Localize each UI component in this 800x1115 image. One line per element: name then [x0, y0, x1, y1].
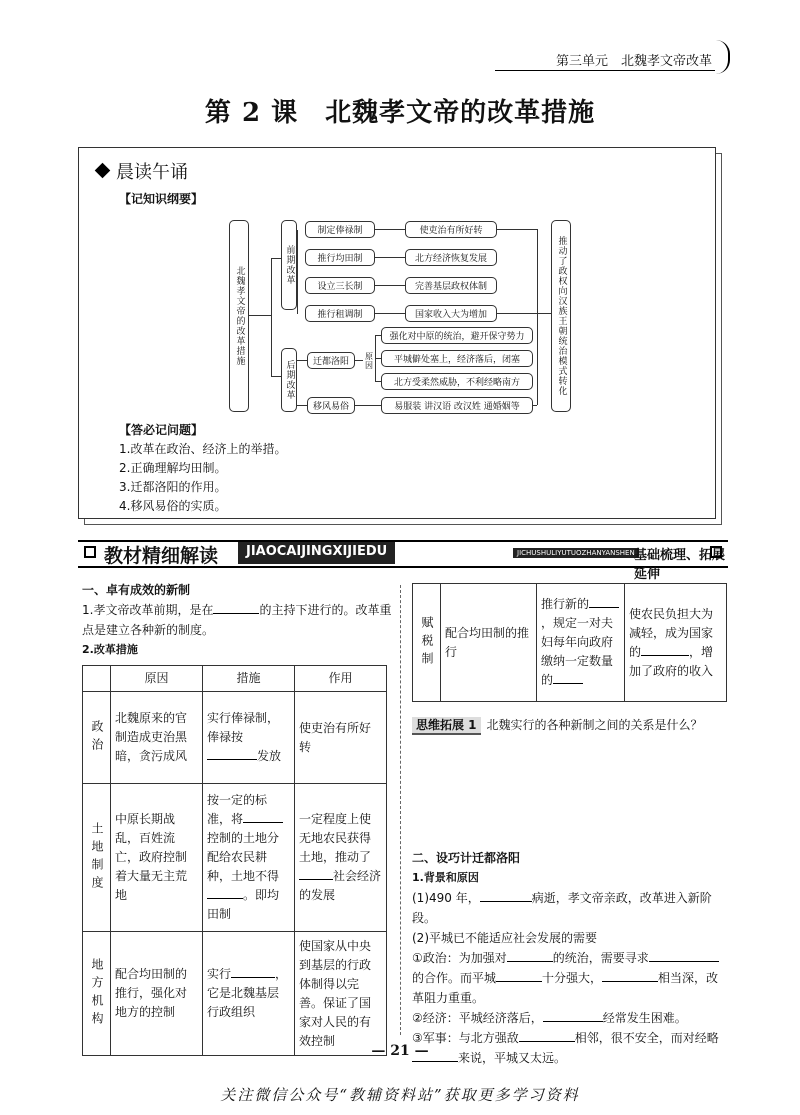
question-list	[119, 440, 286, 516]
table-cell: 一定程度上使无地农民获得土地，推动了社会经济的发展	[295, 784, 387, 932]
paragraph: ③军事：与北方强敌 相邻，很不安全，而对经略来说，平城又太远。	[412, 1031, 719, 1065]
banner-pinyin: JIAOCAIJINGXIJIEDU	[238, 542, 395, 564]
table-cell: 配合均田制的推行	[441, 584, 537, 702]
section-banner	[78, 540, 728, 582]
row-head: 赋税制	[413, 584, 441, 702]
mm-early-result: 完善基层政权体制	[405, 277, 497, 294]
right-column	[412, 848, 730, 1068]
question-item: 2.正确理解均田制。	[119, 461, 227, 475]
table-cell: 推行新的，规定一对夫妇每年向政府缴纳一定数量的	[537, 584, 625, 702]
thinking-question: 北魏实行的各种新制之间的关系是什么？	[486, 718, 703, 732]
header-rule	[495, 70, 715, 71]
footer-note: 关注微信公众号“教辅资料站”获取更多学习资料	[220, 1086, 580, 1104]
table-cell: 使吏治有所好转	[295, 692, 387, 784]
banner-subtitle: 基础梳理、拓展延伸	[634, 548, 726, 582]
knowledge-label: 【记知识纲要】	[119, 192, 204, 206]
mm-reason-label: 原因	[363, 348, 375, 374]
column-header: 措施	[203, 666, 295, 692]
question-item: 4.移风易俗的实质。	[119, 499, 227, 513]
mm-reason: 强化对中原的统治，避开保守势力	[381, 327, 533, 344]
mm-root: 北魏孝文帝的改革措施	[229, 220, 249, 412]
paragraph: ②经济：平城经济落后， 经常发生困难。	[412, 1011, 687, 1025]
table-cell: 实行俸禄制，俸禄按发放	[203, 692, 295, 784]
mm-early-item: 设立三长制	[305, 277, 375, 294]
mm-early-item: 推行租调制	[305, 305, 375, 322]
mm-early-result: 国家收入大为增加	[405, 305, 497, 322]
page-number: — 21 —	[371, 1043, 429, 1059]
thinking-tag: 思维拓展 1	[412, 717, 481, 735]
table-row	[83, 692, 387, 784]
column-divider	[400, 585, 401, 1035]
table-cell: 北魏原来的官制造成吏治黑暗，贪污成风	[111, 692, 203, 784]
mm-early-result: 使吏治有所好转	[405, 221, 497, 238]
mm-early-item: 推行均田制	[305, 249, 375, 266]
mm-outcome: 推动了政权向汉族王朝统治模式转化	[551, 220, 571, 412]
square-icon	[710, 546, 722, 558]
table-cell: 实行 ，它是北魏基层行政组织	[203, 932, 295, 1056]
question-item: 1.改革在政治、经济上的举措。	[119, 442, 287, 456]
row-head: 地方机构	[83, 932, 111, 1056]
sub-heading: 1.背景和原因	[412, 871, 479, 884]
paragraph: (2)平城已不能适应社会发展的需要	[412, 931, 597, 945]
table-cell: 使农民负担大为减轻，成为国家的 ，增加了政府的收入	[625, 584, 727, 702]
reform-table	[82, 665, 387, 1056]
column-header: 原因	[111, 666, 203, 692]
morning-reading-box	[78, 147, 716, 519]
sub-heading: 2.改革措施	[82, 643, 138, 656]
mm-custom: 移风易俗	[307, 397, 355, 414]
square-icon	[84, 546, 96, 558]
header-ornament	[716, 40, 730, 74]
table-row	[83, 784, 387, 932]
mm-move: 迁都洛阳	[307, 352, 355, 369]
mm-late: 后期改革	[281, 348, 297, 412]
section-heading: 一、卓有成效的新制	[82, 583, 191, 597]
banner-pinyin-small: JICHUSHULIYUTUOZHANYANSHEN	[513, 548, 639, 558]
table-row	[413, 584, 727, 702]
row-head: 政治	[83, 692, 111, 784]
mm-reason: 北方受柔然威胁，不利经略南方	[381, 373, 533, 390]
table-cell: 配合均田制的推行，强化对地方的控制	[111, 932, 203, 1056]
table-header-row	[83, 666, 387, 692]
column-header: 作用	[295, 666, 387, 692]
row-head: 土地制度	[83, 784, 111, 932]
thinking-extension	[412, 716, 703, 733]
mm-custom-items: 易服装 讲汉语 改汉姓 通婚姻等	[381, 397, 533, 414]
mm-early: 前期改革	[281, 220, 297, 310]
unit-header: 第三单元 北魏孝文帝改革	[555, 54, 712, 69]
table-cell: 使国家从中央到基层的行政体制得以完善。保证了国家对人民的有效控制	[295, 932, 387, 1056]
paragraph: ①政治：为加强对 的统治，需要寻求的合作。而平城 十分强大， 相当深，改革阻力重重。	[412, 951, 719, 1005]
lesson-title: 第 2 课 北魏孝文帝的改革措施	[204, 98, 596, 128]
question-label: 【答必记问题】	[119, 423, 204, 437]
table-cell: 按一定的标准，将控制的土地分配给农民耕种，土地不得。即均田制	[203, 784, 295, 932]
diamond-icon	[95, 163, 111, 179]
section-heading: 二、设巧计迁都洛阳	[412, 851, 521, 865]
table-cell: 中原长期战乱，百姓流亡，政府控制着大量无主荒地	[111, 784, 203, 932]
table-row	[83, 932, 387, 1056]
tax-table	[412, 583, 727, 702]
mm-reason: 平城僻处塞上，经济落后，闭塞	[381, 350, 533, 367]
paragraph: 1.孝文帝改革前期，是在 的主持下进行的。改革重点是建立各种新的制度。	[82, 603, 392, 637]
paragraph: (1)490 年， 病逝，孝文帝亲政，改革进入新阶段。	[412, 891, 712, 925]
mm-early-item: 制定俸禄制	[305, 221, 375, 238]
banner-title: 教材精细解读	[104, 545, 219, 567]
mm-early-result: 北方经济恢复发展	[405, 249, 497, 266]
left-column	[82, 580, 392, 660]
question-item: 3.迁都洛阳的作用。	[119, 480, 227, 494]
morning-title: 晨读午诵	[97, 158, 188, 184]
